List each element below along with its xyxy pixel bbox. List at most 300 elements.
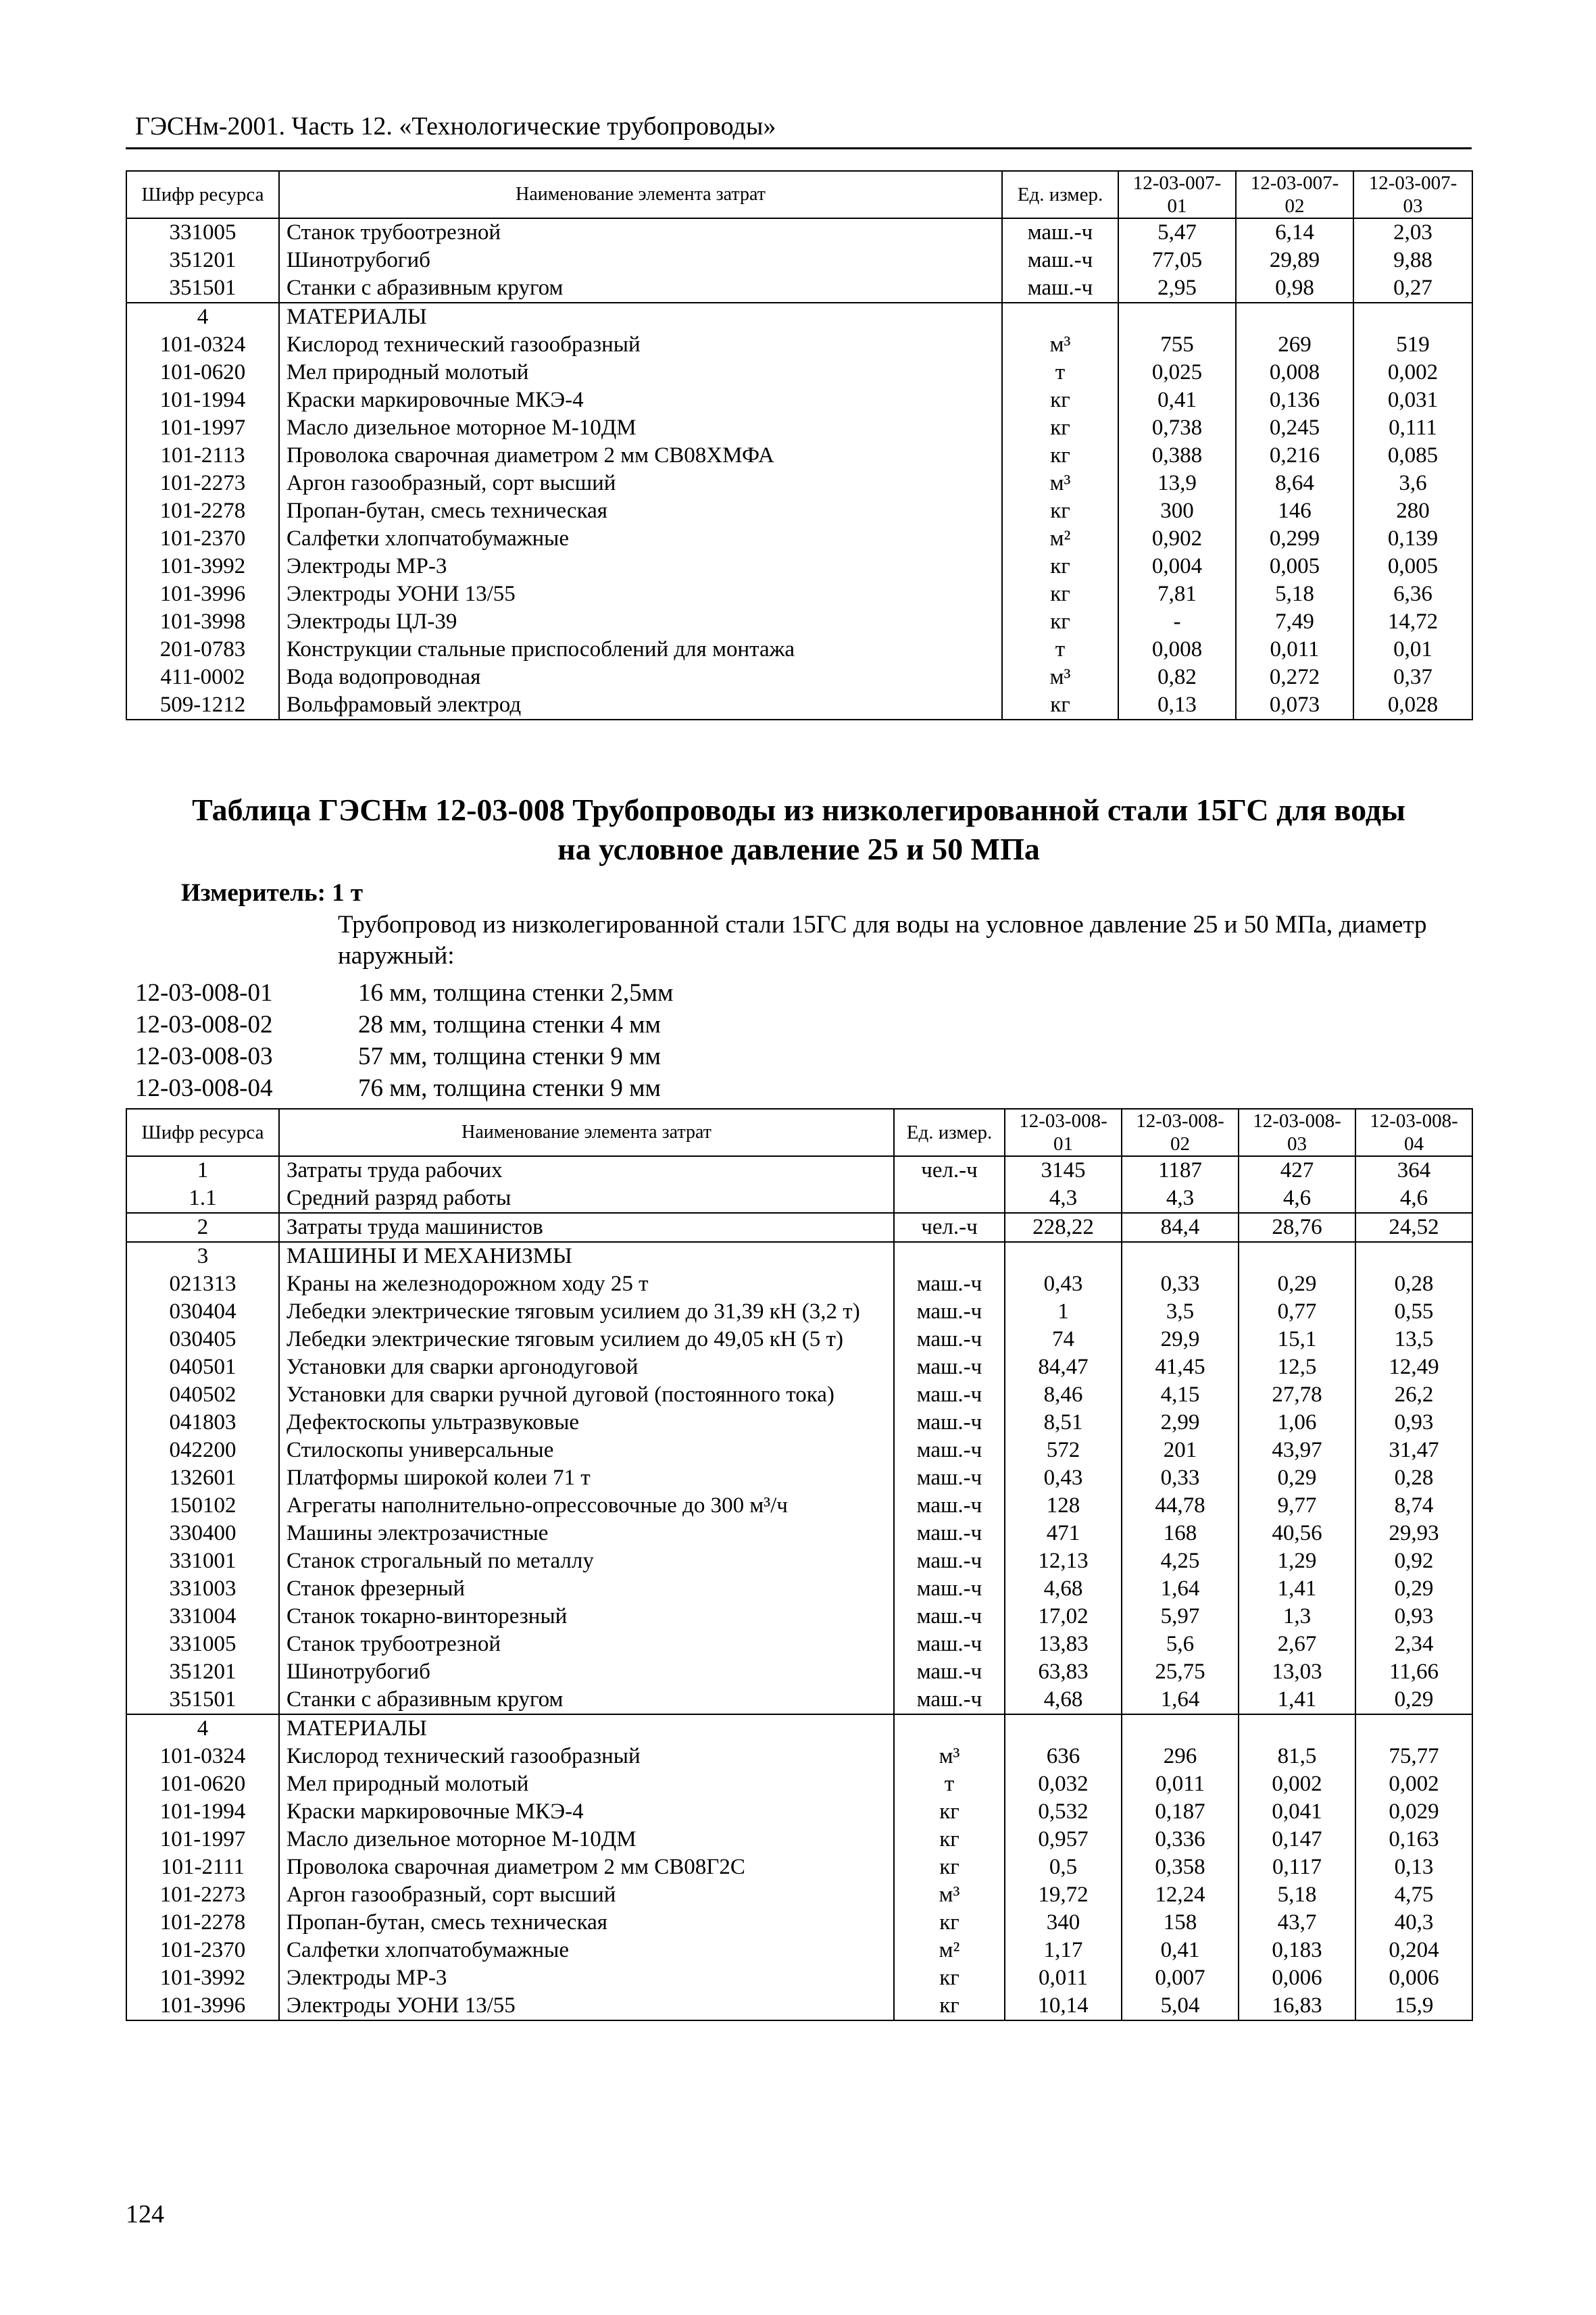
value-cell: 1,3 bbox=[1239, 1603, 1355, 1631]
resource-name: Мел природный молотый bbox=[279, 359, 1002, 387]
value-cell: 1187 bbox=[1122, 1156, 1239, 1185]
header-col-4: 12-03-008-04 bbox=[1355, 1109, 1472, 1156]
resource-unit: маш.-ч bbox=[894, 1464, 1005, 1492]
value-cell bbox=[1355, 1242, 1472, 1270]
value-cell: 0,33 bbox=[1122, 1270, 1239, 1298]
value-cell: 0,136 bbox=[1236, 387, 1353, 414]
value-cell bbox=[1122, 1714, 1239, 1743]
value-cell: 4,6 bbox=[1355, 1185, 1472, 1213]
value-cell bbox=[1005, 1242, 1122, 1270]
value-cell: 4,3 bbox=[1122, 1185, 1239, 1213]
resource-code: 351201 bbox=[126, 247, 279, 274]
resource-code: 331003 bbox=[126, 1575, 279, 1603]
value-cell: 0,117 bbox=[1239, 1853, 1355, 1881]
measure-line bbox=[181, 878, 363, 907]
resource-code: 101-3996 bbox=[126, 580, 279, 608]
resource-code: 101-2278 bbox=[126, 1909, 279, 1937]
table-header-row bbox=[126, 1109, 1472, 1156]
resource-code: 331001 bbox=[126, 1547, 279, 1575]
variant-text: 57 мм, толщина стенки 9 мм bbox=[358, 1043, 661, 1070]
value-cell: 4,68 bbox=[1005, 1575, 1122, 1603]
header-code: Шифр ресурса bbox=[126, 171, 279, 218]
value-cell: 158 bbox=[1122, 1909, 1239, 1937]
resource-name: Станок трубоотрезной bbox=[279, 1631, 894, 1658]
resource-name: Дефектоскопы ультразвуковые bbox=[279, 1409, 894, 1437]
value-cell: 25,75 bbox=[1122, 1658, 1239, 1686]
value-cell: 0,29 bbox=[1355, 1686, 1472, 1714]
header-col-2: 12-03-007-02 bbox=[1236, 171, 1353, 218]
table-row bbox=[126, 1798, 1472, 1826]
table-row bbox=[126, 1909, 1472, 1937]
resource-unit: кг bbox=[894, 1853, 1005, 1881]
value-cell: 8,74 bbox=[1355, 1492, 1472, 1520]
resource-unit: маш.-ч bbox=[894, 1381, 1005, 1409]
table-row bbox=[126, 387, 1472, 414]
value-cell: 300 bbox=[1118, 497, 1236, 525]
resource-code: 101-3998 bbox=[126, 608, 279, 636]
resource-code: 101-2370 bbox=[126, 525, 279, 553]
value-cell: 5,97 bbox=[1122, 1603, 1239, 1631]
resource-name: Станки с абразивным кругом bbox=[279, 274, 1002, 303]
resource-code: 331005 bbox=[126, 218, 279, 247]
resource-name: Установки для сварки аргонодуговой bbox=[279, 1353, 894, 1381]
variant-item bbox=[135, 1072, 673, 1104]
header-unit: Ед. измер. bbox=[1002, 171, 1118, 218]
value-cell: 6,36 bbox=[1353, 580, 1472, 608]
value-cell: 17,02 bbox=[1005, 1603, 1122, 1631]
value-cell: 0,29 bbox=[1239, 1270, 1355, 1298]
resource-name: Стилоскопы универсальные bbox=[279, 1437, 894, 1464]
value-cell: 0,031 bbox=[1353, 387, 1472, 414]
value-cell: 269 bbox=[1236, 331, 1353, 359]
resource-table-008 bbox=[126, 1108, 1473, 2021]
resource-unit: кг bbox=[894, 1909, 1005, 1937]
table-row bbox=[126, 1631, 1472, 1658]
resource-name: Салфетки хлопчатобумажные bbox=[279, 525, 1002, 553]
value-cell: 0,028 bbox=[1353, 691, 1472, 720]
value-cell: 7,49 bbox=[1236, 608, 1353, 636]
resource-code: 101-0620 bbox=[126, 359, 279, 387]
resource-name: Электроды МР-3 bbox=[279, 1964, 894, 1992]
table-row bbox=[126, 218, 1472, 247]
table-row bbox=[126, 1937, 1472, 1964]
value-cell: 6,14 bbox=[1236, 218, 1353, 247]
resource-code: 101-3992 bbox=[126, 553, 279, 580]
value-cell: 10,14 bbox=[1005, 1992, 1122, 2020]
value-cell: 201 bbox=[1122, 1437, 1239, 1464]
value-cell: 0,13 bbox=[1118, 691, 1236, 720]
resource-code: 411-0002 bbox=[126, 664, 279, 691]
value-cell: 40,56 bbox=[1239, 1520, 1355, 1547]
table-row bbox=[126, 1770, 1472, 1798]
value-cell: 0,073 bbox=[1236, 691, 1353, 720]
section-title: МАТЕРИАЛЫ bbox=[279, 1714, 894, 1743]
table-row bbox=[126, 1492, 1472, 1520]
resource-code: 101-1994 bbox=[126, 1798, 279, 1826]
resource-name: Шинотрубогиб bbox=[279, 1658, 894, 1686]
table-row bbox=[126, 1881, 1472, 1909]
table-row bbox=[126, 331, 1472, 359]
table-row bbox=[126, 1853, 1472, 1881]
value-cell: 0,358 bbox=[1122, 1853, 1239, 1881]
value-cell: 0,29 bbox=[1355, 1575, 1472, 1603]
resource-code: 101-0324 bbox=[126, 1743, 279, 1770]
value-cell: 0,29 bbox=[1239, 1464, 1355, 1492]
resource-unit: маш.-ч bbox=[1002, 274, 1118, 303]
value-cell: 0,183 bbox=[1239, 1937, 1355, 1964]
resource-code: 030404 bbox=[126, 1298, 279, 1326]
resource-name: Конструкции стальные приспособлений для монтажа bbox=[279, 636, 1002, 664]
header-code: Шифр ресурса bbox=[126, 1109, 279, 1156]
value-cell: 2,95 bbox=[1118, 274, 1236, 303]
resource-unit: кг bbox=[894, 1964, 1005, 1992]
value-cell: 84,47 bbox=[1005, 1353, 1122, 1381]
value-cell: 0,008 bbox=[1236, 359, 1353, 387]
resource-unit: маш.-ч bbox=[894, 1492, 1005, 1520]
section-heading-row bbox=[126, 303, 1472, 331]
variant-item bbox=[135, 977, 673, 1009]
table-row bbox=[126, 580, 1472, 608]
value-cell: 19,72 bbox=[1005, 1881, 1122, 1909]
value-cell: 0,27 bbox=[1353, 274, 1472, 303]
value-cell: 5,47 bbox=[1118, 218, 1236, 247]
resource-code: 2 bbox=[126, 1213, 279, 1242]
value-cell: 0,025 bbox=[1118, 359, 1236, 387]
table-body bbox=[126, 1156, 1472, 2020]
resource-name: Проволока сварочная диаметром 2 мм СВ08Г2С bbox=[279, 1853, 894, 1881]
resource-name: Затраты труда машинистов bbox=[279, 1213, 894, 1242]
variant-code: 12-03-008-02 bbox=[135, 1011, 273, 1039]
value-cell: 0,77 bbox=[1239, 1298, 1355, 1326]
resource-name: Кислород технический газообразный bbox=[279, 331, 1002, 359]
resource-unit: м² bbox=[894, 1937, 1005, 1964]
value-cell: 0,245 bbox=[1236, 414, 1353, 442]
value-cell: - bbox=[1118, 608, 1236, 636]
value-cell: 2,99 bbox=[1122, 1409, 1239, 1437]
value-cell bbox=[1122, 1242, 1239, 1270]
resource-code: 150102 bbox=[126, 1492, 279, 1520]
value-cell: 0,139 bbox=[1353, 525, 1472, 553]
table-row bbox=[126, 1964, 1472, 1992]
value-cell: 15,1 bbox=[1239, 1326, 1355, 1353]
resource-code: 041803 bbox=[126, 1409, 279, 1437]
variant-code: 12-03-008-03 bbox=[135, 1043, 273, 1070]
resource-unit: маш.-ч bbox=[1002, 247, 1118, 274]
table-row bbox=[126, 553, 1472, 580]
value-cell: 4,75 bbox=[1355, 1881, 1472, 1909]
table-row bbox=[126, 1658, 1472, 1686]
value-cell: 0,5 bbox=[1005, 1853, 1122, 1881]
section-title: МАШИНЫ И МЕХАНИЗМЫ bbox=[279, 1242, 894, 1270]
value-cell: 0,43 bbox=[1005, 1464, 1122, 1492]
value-cell: 9,88 bbox=[1353, 247, 1472, 274]
resource-name: Кислород технический газообразный bbox=[279, 1743, 894, 1770]
value-cell: 13,9 bbox=[1118, 470, 1236, 497]
value-cell: 7,81 bbox=[1118, 580, 1236, 608]
section-code: 4 bbox=[126, 1714, 279, 1743]
value-cell: 4,25 bbox=[1122, 1547, 1239, 1575]
table-row bbox=[126, 247, 1472, 274]
table-row bbox=[126, 1464, 1472, 1492]
value-cell: 29,9 bbox=[1122, 1326, 1239, 1353]
unit-cell bbox=[1002, 303, 1118, 331]
resource-unit: чел.-ч bbox=[894, 1213, 1005, 1242]
value-cell: 0,011 bbox=[1005, 1964, 1122, 1992]
resource-code: 101-3996 bbox=[126, 1992, 279, 2020]
value-cell: 4,15 bbox=[1122, 1381, 1239, 1409]
table-row bbox=[126, 1156, 1472, 1185]
value-cell: 296 bbox=[1122, 1743, 1239, 1770]
resource-code: 030405 bbox=[126, 1326, 279, 1353]
resource-code: 101-0620 bbox=[126, 1770, 279, 1798]
value-cell: 0,004 bbox=[1118, 553, 1236, 580]
value-cell: 0,272 bbox=[1236, 664, 1353, 691]
resource-code: 101-1994 bbox=[126, 387, 279, 414]
value-cell: 0,33 bbox=[1122, 1464, 1239, 1492]
value-cell: 4,6 bbox=[1239, 1185, 1355, 1213]
header-col-3: 12-03-007-03 bbox=[1353, 171, 1472, 218]
value-cell: 0,032 bbox=[1005, 1770, 1122, 1798]
resource-unit: м³ bbox=[894, 1881, 1005, 1909]
resource-name: Аргон газообразный, сорт высший bbox=[279, 470, 1002, 497]
table-row bbox=[126, 1409, 1472, 1437]
resource-code: 101-3992 bbox=[126, 1964, 279, 1992]
value-cell: 427 bbox=[1239, 1156, 1355, 1185]
value-cell: 0,204 bbox=[1355, 1937, 1472, 1964]
value-cell: 3,6 bbox=[1353, 470, 1472, 497]
value-cell: 1,64 bbox=[1122, 1575, 1239, 1603]
resource-code: 1 bbox=[126, 1156, 279, 1185]
measure-value: 1 т bbox=[332, 879, 364, 907]
resource-name: Краны на железнодорожном ходу 25 т bbox=[279, 1270, 894, 1298]
value-cell: 0,55 bbox=[1355, 1298, 1472, 1326]
value-cell: 0,006 bbox=[1355, 1964, 1472, 1992]
table-row bbox=[126, 1686, 1472, 1714]
resource-name: Средний разряд работы bbox=[279, 1185, 894, 1213]
value-cell: 0,28 bbox=[1355, 1464, 1472, 1492]
value-cell: 519 bbox=[1353, 331, 1472, 359]
resource-code: 101-2278 bbox=[126, 497, 279, 525]
value-cell: 1,64 bbox=[1122, 1686, 1239, 1714]
value-cell: 0,738 bbox=[1118, 414, 1236, 442]
resource-unit: маш.-ч bbox=[894, 1631, 1005, 1658]
value-cell: 168 bbox=[1122, 1520, 1239, 1547]
resource-unit: маш.-ч bbox=[894, 1437, 1005, 1464]
value-cell: 0,111 bbox=[1353, 414, 1472, 442]
resource-name: Пропан-бутан, смесь техническая bbox=[279, 497, 1002, 525]
value-cell: 0,299 bbox=[1236, 525, 1353, 553]
value-cell: 0,902 bbox=[1118, 525, 1236, 553]
value-cell: 43,7 bbox=[1239, 1909, 1355, 1937]
value-cell bbox=[1239, 1714, 1355, 1743]
value-cell: 340 bbox=[1005, 1909, 1122, 1937]
resource-code: 331004 bbox=[126, 1603, 279, 1631]
value-cell bbox=[1239, 1242, 1355, 1270]
value-cell: 0,007 bbox=[1122, 1964, 1239, 1992]
value-cell: 5,18 bbox=[1236, 580, 1353, 608]
value-cell: 43,97 bbox=[1239, 1437, 1355, 1464]
value-cell: 0,92 bbox=[1355, 1547, 1472, 1575]
resource-code: 201-0783 bbox=[126, 636, 279, 664]
value-cell: 13,5 bbox=[1355, 1326, 1472, 1353]
value-cell: 5,6 bbox=[1122, 1631, 1239, 1658]
unit-cell bbox=[894, 1714, 1005, 1743]
header-name: Наименование элемента затрат bbox=[279, 171, 1002, 218]
resource-code: 132601 bbox=[126, 1464, 279, 1492]
section-heading-row bbox=[126, 1242, 1472, 1270]
resource-code: 331005 bbox=[126, 1631, 279, 1658]
resource-code: 101-2370 bbox=[126, 1937, 279, 1964]
table-row bbox=[126, 1992, 1472, 2020]
value-cell: 0,005 bbox=[1236, 553, 1353, 580]
resource-name: Станок трубоотрезной bbox=[279, 218, 1002, 247]
table-row bbox=[126, 1520, 1472, 1547]
value-cell: 0,98 bbox=[1236, 274, 1353, 303]
table-row bbox=[126, 1185, 1472, 1213]
value-cell: 2,34 bbox=[1355, 1631, 1472, 1658]
variant-item bbox=[135, 1009, 673, 1041]
value-cell: 31,47 bbox=[1355, 1437, 1472, 1464]
table-row bbox=[126, 1381, 1472, 1409]
section-code: 4 bbox=[126, 303, 279, 331]
value-cell: 1,06 bbox=[1239, 1409, 1355, 1437]
value-cell: 1,41 bbox=[1239, 1686, 1355, 1714]
value-cell: 27,78 bbox=[1239, 1381, 1355, 1409]
resource-name: Проволока сварочная диаметром 2 мм СВ08ХМФА bbox=[279, 442, 1002, 470]
resource-name: Агрегаты наполнительно-опрессовочные до 300 м³/ч bbox=[279, 1492, 894, 1520]
value-cell: 12,5 bbox=[1239, 1353, 1355, 1381]
value-cell: 0,041 bbox=[1239, 1798, 1355, 1826]
resource-unit: м³ bbox=[894, 1743, 1005, 1770]
value-cell: 0,28 bbox=[1355, 1270, 1472, 1298]
header-col-1: 12-03-008-01 bbox=[1005, 1109, 1122, 1156]
value-cell: 0,82 bbox=[1118, 664, 1236, 691]
table-row bbox=[126, 691, 1472, 720]
table-row bbox=[126, 1213, 1472, 1242]
value-cell: 0,011 bbox=[1236, 636, 1353, 664]
value-cell: 5,18 bbox=[1239, 1881, 1355, 1909]
resource-unit: кг bbox=[894, 1992, 1005, 2020]
value-cell: 28,76 bbox=[1239, 1213, 1355, 1242]
resource-unit: маш.-ч bbox=[894, 1298, 1005, 1326]
value-cell: 0,336 bbox=[1122, 1826, 1239, 1853]
value-cell: 8,46 bbox=[1005, 1381, 1122, 1409]
value-cell: 280 bbox=[1353, 497, 1472, 525]
resource-unit: кг bbox=[894, 1826, 1005, 1853]
table-row bbox=[126, 636, 1472, 664]
value-cell: 0,163 bbox=[1355, 1826, 1472, 1853]
value-cell: 0,93 bbox=[1355, 1603, 1472, 1631]
resource-code: 509-1212 bbox=[126, 691, 279, 720]
table-header-row bbox=[126, 171, 1472, 218]
value-cell: 364 bbox=[1355, 1156, 1472, 1185]
resource-unit: маш.-ч bbox=[894, 1270, 1005, 1298]
value-cell: 2,03 bbox=[1353, 218, 1472, 247]
value-cell: 11,66 bbox=[1355, 1658, 1472, 1686]
value-cell: 0,002 bbox=[1239, 1770, 1355, 1798]
resource-name: Краски маркировочные МКЭ-4 bbox=[279, 387, 1002, 414]
resource-code: 1.1 bbox=[126, 1185, 279, 1213]
header-col-1: 12-03-007-01 bbox=[1118, 171, 1236, 218]
value-cell: 4,68 bbox=[1005, 1686, 1122, 1714]
value-cell: 0,216 bbox=[1236, 442, 1353, 470]
value-cell: 0,37 bbox=[1353, 664, 1472, 691]
value-cell: 0,41 bbox=[1122, 1937, 1239, 1964]
resource-unit: маш.-ч bbox=[894, 1547, 1005, 1575]
value-cell: 29,93 bbox=[1355, 1520, 1472, 1547]
value-cell: 0,011 bbox=[1122, 1770, 1239, 1798]
resource-code: 351501 bbox=[126, 1686, 279, 1714]
resource-unit: маш.-ч bbox=[894, 1686, 1005, 1714]
value-cell: 9,77 bbox=[1239, 1492, 1355, 1520]
resource-unit: маш.-ч bbox=[894, 1520, 1005, 1547]
table-row bbox=[126, 1547, 1472, 1575]
table-row bbox=[126, 1437, 1472, 1464]
table-row bbox=[126, 608, 1472, 636]
value-cell: 146 bbox=[1236, 497, 1353, 525]
resource-table-007 bbox=[126, 170, 1473, 720]
value-cell: 0,388 bbox=[1118, 442, 1236, 470]
table-row bbox=[126, 497, 1472, 525]
value-cell: 228,22 bbox=[1005, 1213, 1122, 1242]
header-col-3: 12-03-008-03 bbox=[1239, 1109, 1355, 1156]
resource-code: 101-2111 bbox=[126, 1853, 279, 1881]
resource-unit: маш.-ч bbox=[894, 1658, 1005, 1686]
table-row bbox=[126, 1743, 1472, 1770]
value-cell: 44,78 bbox=[1122, 1492, 1239, 1520]
table-row bbox=[126, 664, 1472, 691]
value-cell: 0,147 bbox=[1239, 1826, 1355, 1853]
resource-name: Вольфрамовый электрод bbox=[279, 691, 1002, 720]
value-cell: 77,05 bbox=[1118, 247, 1236, 274]
value-cell: 572 bbox=[1005, 1437, 1122, 1464]
header-name: Наименование элемента затрат bbox=[279, 1109, 894, 1156]
resource-name: Электроды УОНИ 13/55 bbox=[279, 1992, 894, 2020]
value-cell: 8,64 bbox=[1236, 470, 1353, 497]
value-cell: 1,17 bbox=[1005, 1937, 1122, 1964]
value-cell: 0,029 bbox=[1355, 1798, 1472, 1826]
value-cell: 0,005 bbox=[1353, 553, 1472, 580]
value-cell: 74 bbox=[1005, 1326, 1122, 1353]
resource-unit: кг bbox=[1002, 553, 1118, 580]
variant-text: 76 мм, толщина стенки 9 мм bbox=[358, 1074, 661, 1102]
table-row bbox=[126, 442, 1472, 470]
table-title bbox=[126, 791, 1472, 869]
table-title-line-2: на условное давление 25 и 50 МПа bbox=[557, 832, 1040, 866]
value-cell: 128 bbox=[1005, 1492, 1122, 1520]
variant-code: 12-03-008-01 bbox=[135, 979, 273, 1007]
value-cell: 0,01 bbox=[1353, 636, 1472, 664]
resource-unit: маш.-ч bbox=[894, 1326, 1005, 1353]
resource-name: Лебедки электрические тяговым усилием до 31,39 кН (3,2 т) bbox=[279, 1298, 894, 1326]
value-cell bbox=[1353, 303, 1472, 331]
table-title-line-1: Таблица ГЭСНм 12-03-008 Трубопроводы из низколегированной стали 15ГС для воды bbox=[192, 793, 1405, 827]
variant-item bbox=[135, 1041, 673, 1072]
resource-name: Станок строгальный по металлу bbox=[279, 1547, 894, 1575]
value-cell: 1 bbox=[1005, 1298, 1122, 1326]
value-cell: 12,49 bbox=[1355, 1353, 1472, 1381]
value-cell: 0,532 bbox=[1005, 1798, 1122, 1826]
value-cell: 1,29 bbox=[1239, 1547, 1355, 1575]
value-cell: 471 bbox=[1005, 1520, 1122, 1547]
resource-unit: кг bbox=[1002, 414, 1118, 442]
resource-code: 351501 bbox=[126, 274, 279, 303]
resource-unit: м³ bbox=[1002, 664, 1118, 691]
table-row bbox=[126, 1298, 1472, 1326]
variant-list bbox=[135, 977, 673, 1104]
value-cell: 8,51 bbox=[1005, 1409, 1122, 1437]
resource-unit: м³ bbox=[1002, 470, 1118, 497]
